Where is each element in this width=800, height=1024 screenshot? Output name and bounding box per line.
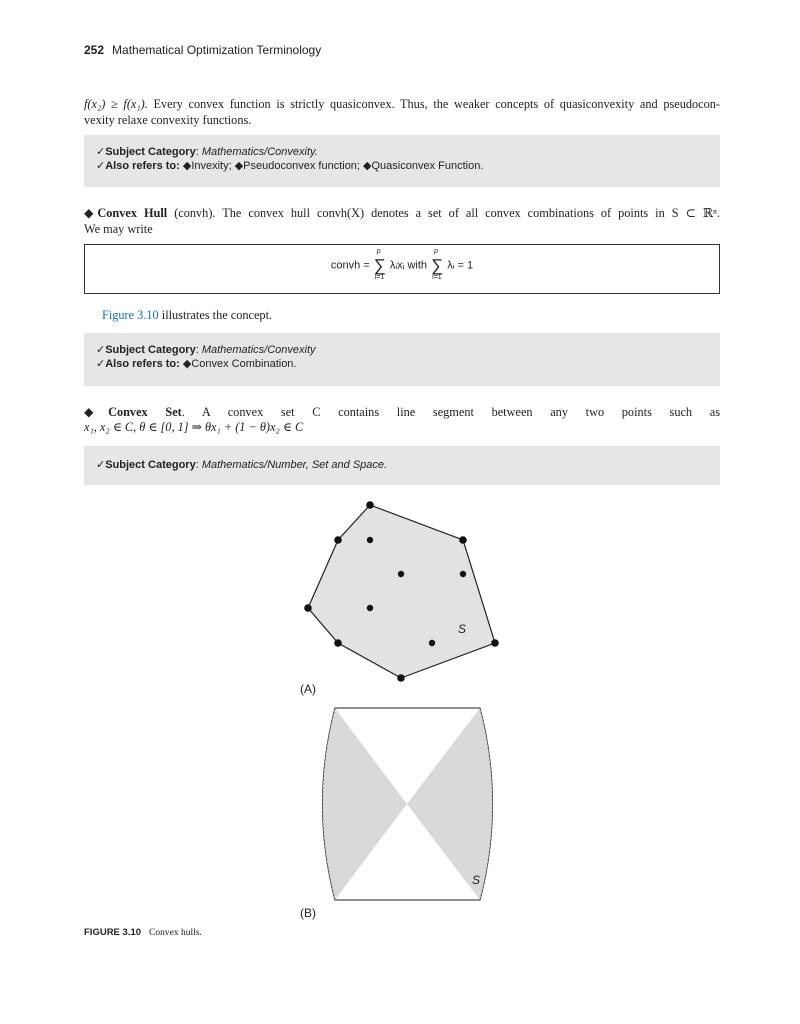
figure-link[interactable]: Figure 3.10 — [102, 308, 159, 322]
running-header — [84, 43, 321, 57]
running-title: Mathematical Optimization Terminology — [112, 43, 322, 57]
convex-hull-polygon — [308, 505, 495, 678]
subject-category-line: ✓Subject Category: Mathematics/Convexity. — [96, 146, 318, 158]
check-icon: ✓ — [96, 344, 106, 356]
panel-b — [300, 708, 493, 920]
check-icon: ✓ — [96, 146, 106, 158]
hull-vertex — [491, 639, 499, 647]
subject-category-line: ✓Subject Category: Mathematics/Convexity — [96, 344, 316, 356]
figure-3-10 — [290, 495, 520, 925]
check-icon: ✓ — [96, 160, 106, 172]
convex-hull-equation: convh = ∑ p i=1 λᵢxᵢ with ∑ p i=1 λᵢ = 1 — [330, 248, 474, 281]
subject-box-3 — [84, 446, 720, 485]
check-icon: ✓ — [96, 358, 106, 370]
hull-vertex — [304, 604, 312, 612]
hull-vertex — [366, 501, 374, 509]
interior-point — [429, 640, 435, 646]
hull-vertex — [397, 674, 405, 682]
intro-line-1: f(x₂) ≥ f(x₁). Every convex function is strictly quasiconvex. Thus, the weaker concepts of quasiconvexity and pseudocon- — [84, 97, 721, 111]
intro-line-2: vexity relaxe convexity functions. — [84, 113, 252, 127]
intro-formula: f(x₂) ≥ f(x₁). — [84, 97, 148, 111]
panel-b-label: (B) — [300, 906, 316, 920]
summation-1: ∑ p i=1 — [373, 248, 386, 281]
panel-a — [300, 501, 499, 696]
convex-hull-line-2: We may write — [84, 222, 153, 236]
equation-box — [84, 244, 720, 294]
bowtie-set-left — [323, 708, 408, 900]
bowtie-set-right — [407, 708, 493, 900]
set-label-b: S — [472, 873, 481, 887]
hull-vertex — [334, 639, 342, 647]
subject-category-line: ✓Subject Category: Mathematics/Number, Set and Space. — [96, 459, 388, 471]
convex-set-term: ◆Convex Set — [84, 405, 182, 419]
convex-hull-term: ◆Convex Hull — [84, 206, 168, 220]
panel-a-label: (A) — [300, 682, 316, 696]
interior-point — [398, 571, 404, 577]
set-label-a: S — [458, 622, 467, 636]
page-number: 252 — [84, 43, 105, 57]
also-refers-line: ✓Also refers to: ◆Convex Combination. — [96, 358, 297, 370]
figure-reference-line: Figure 3.10 illustrates the concept. — [102, 308, 273, 322]
figure-caption — [84, 927, 202, 938]
caption-text: Convex hulls. — [149, 928, 202, 938]
hull-vertex — [459, 536, 467, 544]
interior-point — [367, 537, 373, 543]
also-refers-line: ✓Also refers to: ◆Invexity; ◆Pseudoconvex function; ◆Quasiconvex Function. — [96, 160, 484, 172]
check-icon: ✓ — [96, 459, 106, 471]
interior-point — [460, 571, 466, 577]
convex-set-line-1: ◆Convex Set. A convex set C contains line segment between any two points such as — [84, 405, 720, 419]
summation-2: ∑ p i=1 — [431, 248, 444, 281]
convex-set-line-2: x₁, x₂ ∈ C, θ ∈ [0, 1] ⇒ θx₁ + (1 − θ)x₂ ∈ C — [84, 420, 304, 434]
caption-label: FIGURE 3.10 — [84, 927, 142, 938]
subject-box-2 — [84, 333, 720, 386]
subject-box-1 — [84, 135, 720, 187]
convex-hull-line-1: ◆Convex Hull (convh). The convex hull convh(X) denotes a set of all convex combinations of points in S ⊂ ℝⁿ. — [84, 206, 720, 220]
hull-vertex — [334, 536, 342, 544]
interior-point — [367, 605, 373, 611]
